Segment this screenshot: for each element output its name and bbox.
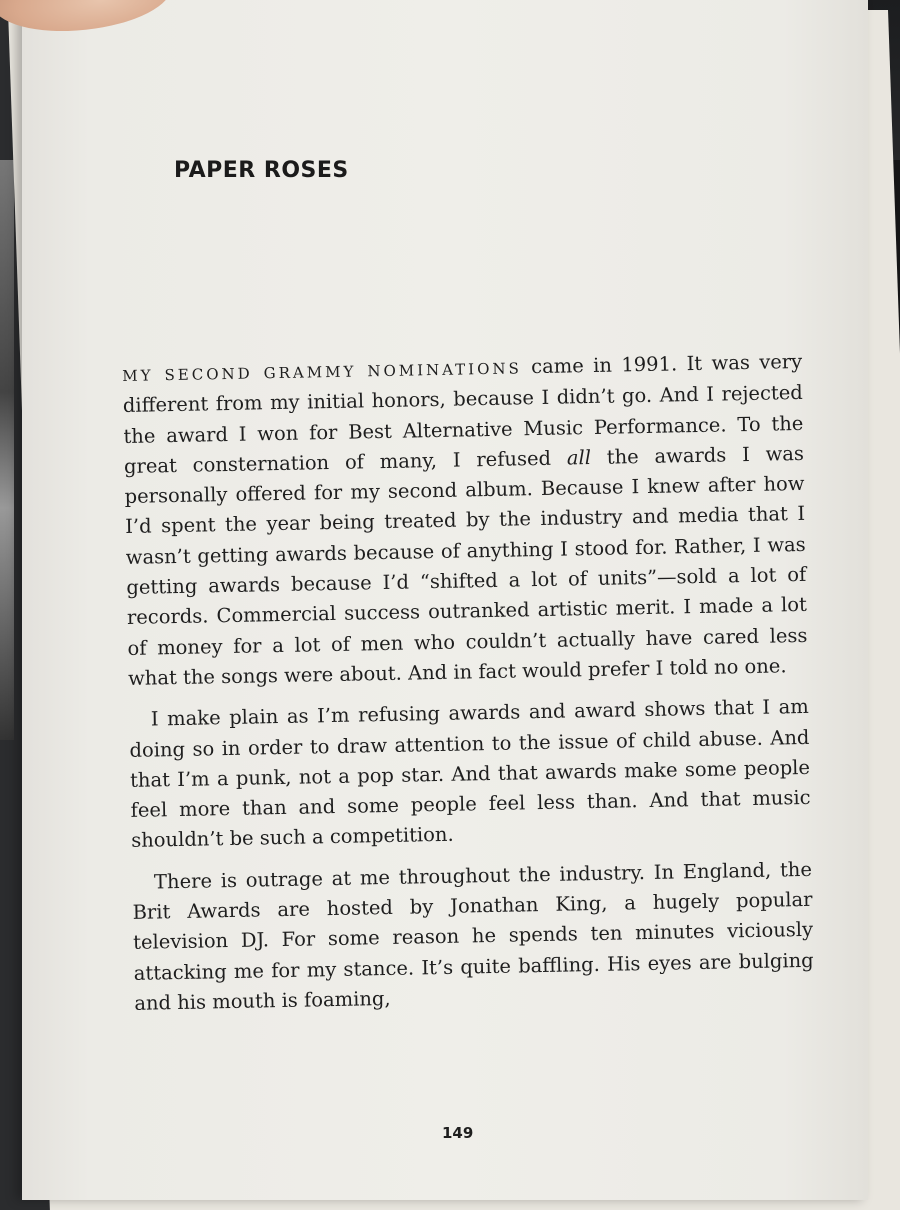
- opening-smallcaps: MY SECOND GRAMMY NOMINATIONS: [122, 359, 522, 385]
- paragraph-1-text-a: came in 1991. It was very different from my initial honors, because I didn’t go. And I rejected the award I won for Best Alternative Music Performance. To the great consternation of many, I refused: [122, 349, 804, 478]
- body-text: [122, 347, 815, 1030]
- chapter-title: PAPER ROSES: [174, 158, 349, 183]
- thumb: [0, 0, 175, 39]
- book-page: [22, 0, 868, 1200]
- paragraph-1: [122, 347, 808, 694]
- page-number: 149: [442, 1124, 474, 1142]
- paragraph-3: There is outrage at me throughout the industry. In England, the Brit Awards are hosted by Jonathan King, a hugely popular television DJ. For some reason he spends ten minutes viciously attacking me for my stance. It’s quite baffling. His eyes are bulging and his mouth is foaming,: [132, 857, 814, 1015]
- facing-page-photo-edge: [0, 160, 14, 740]
- emphasis-word: all: [566, 445, 592, 470]
- paragraph-2: I make plain as I’m refusing awards and award shows that I am doing so in order to draw attention to the issue of child abuse. And that I’m a punk, not a pop star. And that awards make some people feel more than and some people feel less than. And that music shouldn’t be such a competition.: [129, 695, 811, 853]
- paragraph-1-text-b: the awards I was personally offered for my second album. Because I knew after how I’d spent the year being treated by the industry and media that I wasn’t getting awards because of anything I stood for. Rather, I was getting awards because I’d “shifted a lot of units”—sold a lot of records. Commercial success outranked artistic merit. I made a lot of money for a lot of men who couldn’t actually have cared less what the songs were about. And in fact would prefer I told no one.: [124, 441, 808, 690]
